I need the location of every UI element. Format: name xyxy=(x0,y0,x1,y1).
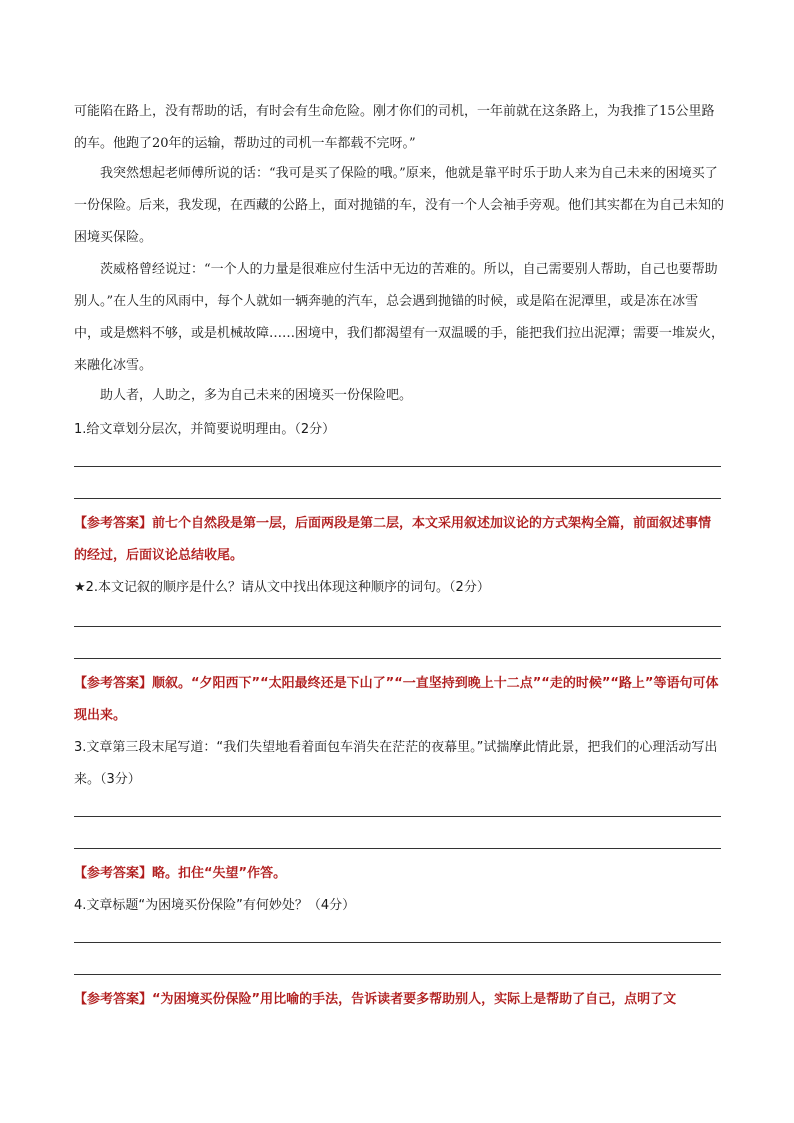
answer-tag: 【参考答案】 xyxy=(74,676,153,691)
passage-paragraph-1: 可能陷在路上，没有帮助的话，有时会有生命危险。刚才你们的司机，一年前就在这条路上，为我推了15公里路的车。他跑了20年的运输，帮助过的司机一车都载不完呀。” xyxy=(74,104,715,151)
answer-tag: 【参考答案】 xyxy=(74,992,153,1007)
answer-line xyxy=(74,498,721,499)
question-3: 3.文章第三段末尾写道：“我们失望地看着面包车消失在茫茫的夜幕里。”试揣摩此情此景，把我们的心理活动写出来。（3分） xyxy=(74,740,718,787)
answer-line xyxy=(74,466,721,467)
question-4: 4.文章标题“为困境买份保险”有何妙处？（4分） xyxy=(74,898,356,913)
answer-line xyxy=(74,658,721,659)
answer-line xyxy=(74,942,721,943)
answer-text: 前七个自然段是第一层，后面两段是第二层，本文采用叙述加议论的方式架构全篇，前面叙述事情的经过，后面议论总结收尾。 xyxy=(74,516,712,563)
answer-text: “为困境买份保险”用比喻的手法，告诉读者要多帮助别人，实际上是帮助了自己，点明了文 xyxy=(152,992,677,1007)
question-2: ★2.本文记叙的顺序是什么？请从文中找出体现这种顺序的词句。（2分） xyxy=(74,580,490,595)
answer-tag: 【参考答案】 xyxy=(74,866,153,881)
passage-paragraph-2: 我突然想起老师傅所说的话：“我可是买了保险的哦。”原来，他就是靠平时乐于助人来为自己未来的困境买了一份保险。后来，我发现，在西藏的公路上，面对抛锚的车，没有一个人会袖手旁观。他们其实都在为自己未知的困境买保险。 xyxy=(74,166,725,245)
question-1: 1.给文章划分层次，并简要说明理由。（2分） xyxy=(74,422,336,437)
passage-paragraph-4: 助人者，人助之，多为自己未来的困境买一份保险吧。 xyxy=(100,388,413,403)
answer-text: 略。扣住“失望”作答。 xyxy=(152,866,287,881)
reference-answer-2 xyxy=(74,668,724,732)
answer-text: 顺叙。“夕阳西下”“太阳最终还是下山了”“一直坚持到晚上十二点”“走的时候”“路上”等语句可体现出来。 xyxy=(74,676,719,723)
answer-tag: 【参考答案】 xyxy=(74,516,153,531)
answer-line xyxy=(74,816,721,817)
answer-line xyxy=(74,848,721,849)
passage-paragraph-3: 茨威格曾经说过：“一个人的力量是很难应付生活中无边的苦难的。所以，自己需要别人帮助，自己也要帮助别人。”在人生的风雨中，每个人就如一辆奔驰的汽车，总会遇到抛锚的时候，或是陷在泥潭里，或是冻在冰雪中，或是燃料不够，或是机械故障……困境中，我们都渴望有一双温暖的手，能把我们拉出泥潭；需要一堆炭火，来融化冰雪。 xyxy=(74,262,725,373)
answer-line xyxy=(74,626,721,627)
reference-answer-4 xyxy=(74,984,724,1016)
answer-line xyxy=(74,974,721,975)
reference-answer-3 xyxy=(74,858,724,890)
reference-answer-1 xyxy=(74,508,724,572)
